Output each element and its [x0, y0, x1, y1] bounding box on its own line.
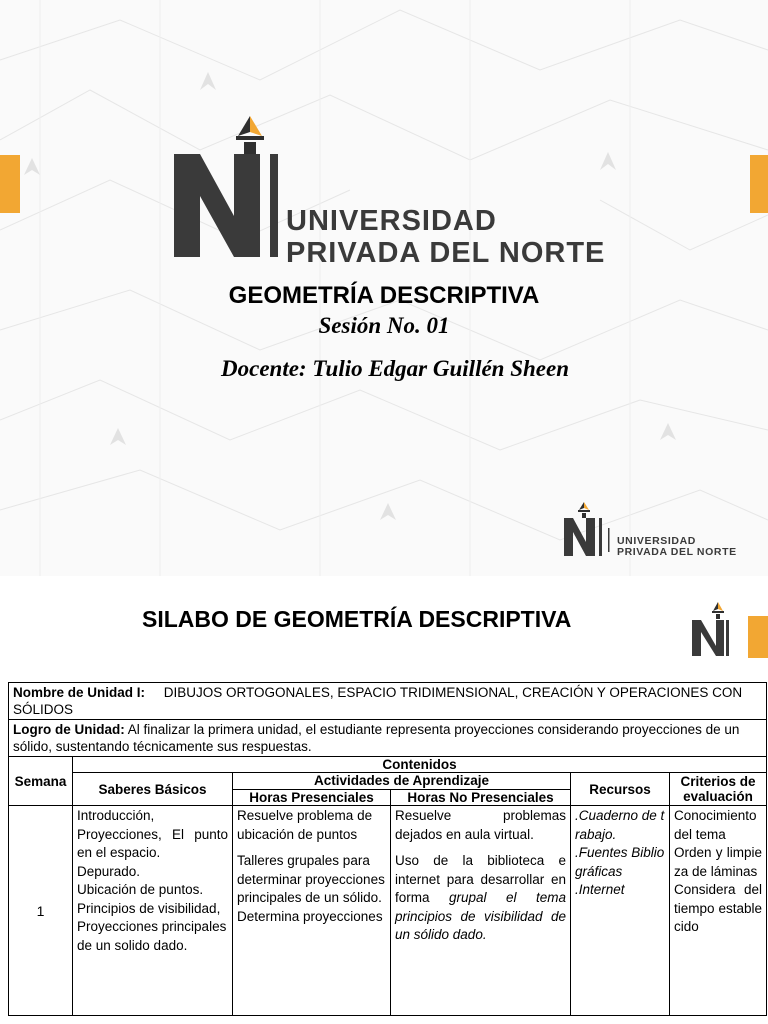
list-item: Depurado.	[77, 863, 141, 879]
list-item: Principios de visibilidad,	[77, 900, 221, 916]
list-item: Talleres grupales para determinar proyecciones principales de un sólido.	[237, 853, 385, 905]
unit-goal-label: Logro de Unidad:	[13, 722, 125, 737]
in-person-hours-header: Horas Presenciales	[233, 789, 391, 806]
criteria-header: Criterios de evaluación	[670, 773, 767, 806]
week-number: 1	[9, 806, 73, 1016]
unit-goal-row	[9, 720, 767, 757]
small-logo-line1: UNIVERSIDAD	[617, 535, 696, 547]
list-item	[395, 852, 566, 945]
unit-name-label: Nombre de Unidad I:	[13, 685, 146, 700]
session-number: Sesión No. 01	[318, 313, 450, 338]
criteria-cell	[670, 806, 767, 1016]
university-name-line2: PRIVADA DEL NORTE	[286, 237, 606, 269]
header-row-2	[9, 773, 767, 790]
learning-activities-header: Actividades de Aprendizaje	[233, 773, 571, 790]
list-item: Considera del tiempo establecido	[674, 882, 762, 934]
remote-text-plain: Uso de la biblioteca e internet para desarrollar en forma	[395, 853, 566, 905]
table-row	[9, 806, 767, 1016]
list-item: Introducción,	[77, 808, 155, 823]
list-item: Proyecciones principales de un solido dado.	[77, 919, 227, 953]
unit-name-value: DIBUJOS ORTOGONALES, ESPACIO TRIDIMENSIONAL, CREACIÓN Y OPERACIONES CON SÓLIDOS	[13, 685, 743, 717]
university-name-line1: UNIVERSIDAD	[286, 205, 497, 237]
basic-knowledge-cell	[73, 806, 233, 1016]
accent-tab-right	[748, 616, 768, 658]
basic-knowledge-header: Saberes Básicos	[73, 773, 233, 806]
list-item: Conocimiento del tema	[674, 808, 757, 842]
list-item: .Internet	[575, 882, 625, 897]
university-logo-n	[690, 600, 730, 660]
list-item: Resuelve problema de ubicación de puntos	[237, 808, 373, 842]
contents-header: Contenidos	[73, 757, 767, 773]
unit-goal-value: Al finalizar la primera unidad, el estudiante representa proyecciones considerando proyecciones de un sólido, sustentando técnicamente sus respuestas.	[13, 722, 740, 754]
list-item: Determina proyecciones	[237, 908, 383, 924]
list-item: .Cuaderno de trabajo.	[575, 808, 665, 842]
week-header: Semana	[9, 757, 73, 806]
list-item: Resuelve problemas dejados en aula virtual.	[395, 808, 566, 842]
syllabus-slide	[0, 576, 768, 1024]
resources-header: Recursos	[571, 773, 670, 806]
unit-name-row	[9, 683, 767, 720]
remote-hours-header: Horas No Presenciales	[391, 789, 571, 806]
accent-tab-left	[0, 155, 20, 213]
header-row-1	[9, 757, 767, 773]
syllabus-title: SILABO DE GEOMETRÍA DESCRIPTIVA	[142, 606, 572, 632]
accent-tab-right	[750, 155, 768, 213]
list-item: Proyecciones, El punto en el espacio.	[77, 826, 228, 860]
remote-cell	[391, 806, 571, 1016]
syllabus-table	[8, 682, 767, 1016]
list-item: .Fuentes Bibliográficas	[575, 845, 665, 879]
list-item: Orden y limpieza de láminas	[674, 845, 762, 879]
course-title: GEOMETRÍA DESCRIPTIVA	[228, 282, 540, 309]
teacher-name: Docente: Tulio Edgar Guillén Sheen	[221, 356, 569, 381]
resources-cell	[571, 806, 670, 1016]
in-person-cell	[233, 806, 391, 1016]
list-item: Ubicación de puntos.	[77, 882, 204, 897]
small-logo-line2: PRIVADA DEL NORTE	[617, 546, 737, 558]
remote-text-italic: grupal el tema principios de visibilidad de un sólido dado.	[395, 890, 566, 942]
